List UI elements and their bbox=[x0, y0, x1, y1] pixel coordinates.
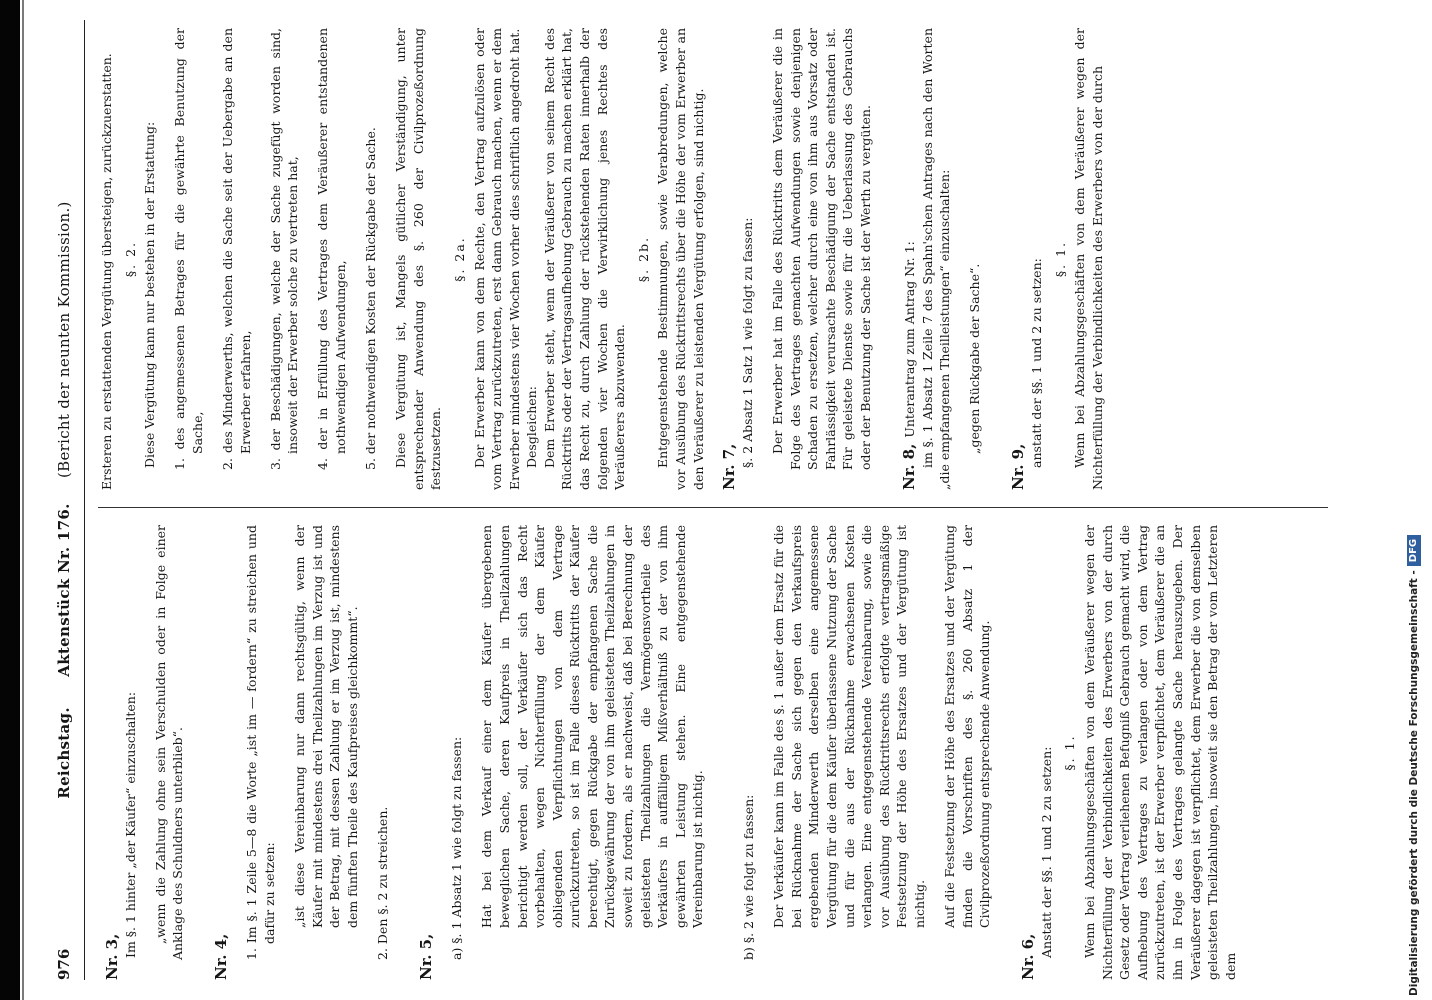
list-item: 3. der Beschädigungen, welche der Sache zugefügt worden sind, insoweit der Erwerber solche zu vertreten hat, bbox=[267, 28, 301, 470]
binding-edge-line bbox=[22, 0, 24, 1000]
list-item: 5. der nothwendigen Kosten der Rückgabe der Sache. bbox=[363, 127, 379, 470]
paragraph: Ersteren zu erstattenden Vergütung übersteigen, zurückzuerstatten. bbox=[99, 53, 114, 490]
rotated-document-body bbox=[40, 20, 1410, 980]
title-left: Reichstag. bbox=[55, 707, 73, 799]
heading-nr8 bbox=[901, 28, 919, 490]
section-mark: §. 2a. bbox=[451, 236, 467, 282]
heading-nr7: Nr. 7, bbox=[720, 443, 739, 490]
heading-nr9: Nr. 9, bbox=[1009, 443, 1028, 490]
paragraph: Hat bei dem Verkauf einer dem Käufer übergebenen beweglichen Sache, deren Kaufpreis in Theilzahlungen berichtigt werden soll, der Verkäufer sich das Recht vorbehalten, wegen Nichterfüllung der dem Käufer obliegenden Verpflichtungen von dem Vertrage zurückzutreten, so ist im Falle dieses Rücktritts der Käufer berechtigt, gegen Rückgabe der empfangenen Sache die Zurückgewährung der von ihm geleisteten Theilzahlungen in soweit zu fordern, als er nachweist, daß bei Berechnung der geleisteten Theilzahlungen die Vermögensvortheile des Verkäufers in auffälligem Mißverhältniß zu der von ihm gewährten Leistung stehen. Eine entgegenstehende Vereinbarung ist nichtig. bbox=[479, 525, 706, 928]
page-number: 976 bbox=[55, 948, 73, 980]
section-mark: §. 1. bbox=[1052, 240, 1068, 278]
heading-nr3: Nr. 3, bbox=[103, 933, 121, 980]
section-mark: §. 2. bbox=[122, 240, 138, 278]
paragraph: Wenn bei Abzahlungsgeschäften von dem Veräußerer wegen der Nichterfüllung der Verbindlichkeiten des Erwerbers von der durch bbox=[1072, 28, 1105, 490]
paragraph: Dem Erwerber steht, wenn der Veräußerer von seinem Recht des Rücktritts oder der Vertragsaufhebung Gebrauch zu machen erklärt hat, das Recht zu, durch Zahlung der rückstehenden Raten innerhalb der folgenden vier Wochen die Verwirklichung jenes Rechtes des Veräußerers abzuwenden. bbox=[541, 28, 628, 490]
paragraph: Anstatt der §§. 1 und 2 zu setzen: bbox=[1038, 746, 1054, 958]
left-column bbox=[98, 525, 1239, 980]
list-item: 1. des angemessenen Betrages für die gewährte Benutzung der Sache, bbox=[172, 28, 205, 470]
paragraph: Diese Vergütung ist, Mangels gütlicher Verständigung, unter entsprechender Anwendung des §. 260 der Civilprozeßordnung festzusetzen. bbox=[393, 28, 444, 490]
column-rule bbox=[98, 507, 1328, 508]
header-rule bbox=[84, 20, 85, 980]
list-item: b) §. 2 wie folgt zu fassen: bbox=[741, 794, 757, 960]
paragraph: Desgleichen: bbox=[524, 386, 540, 468]
binding-edge bbox=[0, 0, 20, 1000]
list-item: 2. des Minderwerths, welchen die Sache seit der Uebergabe an den Erwerber erfahren, bbox=[219, 28, 253, 470]
paragraph: Auf die Festsetzung der Höhe des Ersatzes und der Vergütung finden die Vorschriften des §. 260 Absatz 1 der Civilprozeßordnung entsprechende Anwendung. bbox=[941, 525, 993, 928]
paragraph: Der Erwerber kann von dem Rechte, den Vertrag aufzulösen oder vom Vertrag zurückzutreten, erst dann Gebrauch machen, wenn er dem Erwerber mindestens vier Wochen vorher dies schriftlich angedroht hat. bbox=[471, 28, 522, 490]
list-item: a) §. 1 Absatz 1 wie folgt zu fassen: bbox=[449, 736, 465, 960]
paragraph: Wenn bei Abzahlungsgeschäften von dem Veräußerer wegen der Nichterfüllung der Verbindlichkeiten des Erwerbers von der durch Gesetz oder Vertrag verliehenen Befugniß Gebrauch gemacht wird, die Aufhebung des Vertrages zu verlangen oder von dem Vertrag zurückzutreten, ist der Erwerber verpflichtet, dem Veräußerer die an ihn in Folge des Vertrages gelangte Sache herauszugeben. Der Veräußerer dagegen ist verpflichtet, dem Erwerber die von demselben geleisteten Theilzahlungen, insoweit sie den Betrag der vom Letzteren dem bbox=[1082, 525, 1238, 980]
paragraph: §. 2 Absatz 1 Satz 1 wie folgt zu fassen: bbox=[739, 217, 755, 468]
paragraph: Der Erwerber hat im Falle des Rücktritts dem Veräußerer die in Folge des Vertrages gemachten Aufwendungen sowie denjenigen Schaden zu ersetzen, welcher durch eine von ihm aus Vorsatz oder Fahrlässigkeit verursachte Beschädigung der Sache entstanden ist. Für geleistete Dienste sowie für die Ueberlassung des Gebrauchs oder der Benutzung der Sache ist der Werth zu vergüten. bbox=[769, 28, 873, 470]
nr8-label: Nr. 8, bbox=[899, 443, 918, 490]
paragraph: Entgegenstehende Bestimmungen, sowie Verabredungen, welche vor Ausübung des Rücktrittsrechts über die Höhe der vom Erwerber an den Veräußerer zu leistenden Vergütung erfolgen, sind nichtig. bbox=[655, 28, 706, 490]
nr8-text: Unterantrag zum Antrag Nr. 1: bbox=[901, 241, 917, 438]
dfg-logo: DFG bbox=[1407, 535, 1421, 566]
section-mark: §. 1. bbox=[1062, 734, 1078, 771]
heading-nr4: Nr. 4, bbox=[212, 933, 231, 980]
paragraph: Der Verkäufer kann im Falle des §. 1 außer dem Ersatz für die bei Rücknahme der Sache sich gegen den Verkaufspreis ergebenden Minderwerth derselben eine angemessene Vergütung für die dem Käufer überlassene Nutzung der Sache und für die aus der Rücknahme erwachsenen Kosten verlangen. Eine entgegenstehende Vereinbarung, sowie die vor Ausübung des Rücktrittsrechts erfolgte vertragsmäßige Festsetzung der Höhe des Ersatzes und der Vergütung ist nichtig. bbox=[771, 525, 927, 928]
list-item: 4. der in Erfüllung des Vertrages dem Veräußerer entstandenen nothwendigen Aufwendungen, bbox=[315, 28, 348, 470]
list-item: 1. Im §. 1 Zeile 5—8 die Worte „ist im — fordern“ zu streichen und dafür zu setzen: bbox=[244, 525, 278, 960]
title-right: (Bericht der neunten Kommission.) bbox=[55, 201, 73, 478]
page-header bbox=[40, 20, 86, 980]
title-document: Aktenstück Nr. 176. bbox=[55, 503, 73, 677]
quoted-paragraph: „wenn die Zahlung ohne sein Verschulden oder in Folge einer Anklage des Schuldners unterblieb“. bbox=[152, 525, 186, 960]
credit-text: Digitalisierung gefördert durch die Deutsche Forschungsgemeinschaft - bbox=[1408, 570, 1420, 996]
digitization-credit bbox=[1404, 6, 1424, 996]
list-item: 2. Den §. 2 zu streichen. bbox=[375, 806, 391, 960]
running-title bbox=[54, 20, 74, 980]
heading-nr5: Nr. 5, bbox=[417, 933, 436, 980]
paragraph: im §. 1 Absatz 1 Zeile 7 des Spahn'schen Antrages nach den Worten „die empfangenen Theilleistungen“ einzuschalten: bbox=[919, 28, 953, 490]
right-column bbox=[98, 28, 1106, 490]
paragraph: anstatt der §§. 1 und 2 zu setzen: bbox=[1028, 258, 1044, 468]
paragraph: Im §. 1 hinter „der Käufer“ einzuschalten: bbox=[122, 691, 138, 958]
quoted-paragraph: „ist diese Vereinbarung nur dann rechtsgültig, wenn der Käufer mit mindestens drei Theilzahlungen im Verzug ist und der Betrag, mit dessen Zahlung er im Verzug ist, mindestens dem fünften Theile des Kaufpreises gleichkommt“. bbox=[292, 525, 360, 928]
heading-nr6: Nr. 6, bbox=[1019, 933, 1038, 980]
section-mark: §. 2b. bbox=[635, 235, 651, 283]
paragraph: Diese Vergütung kann nur bestehen in der Erstattung: bbox=[142, 121, 158, 468]
quoted-paragraph: „gegen Rückgabe der Sache“. bbox=[967, 263, 983, 454]
